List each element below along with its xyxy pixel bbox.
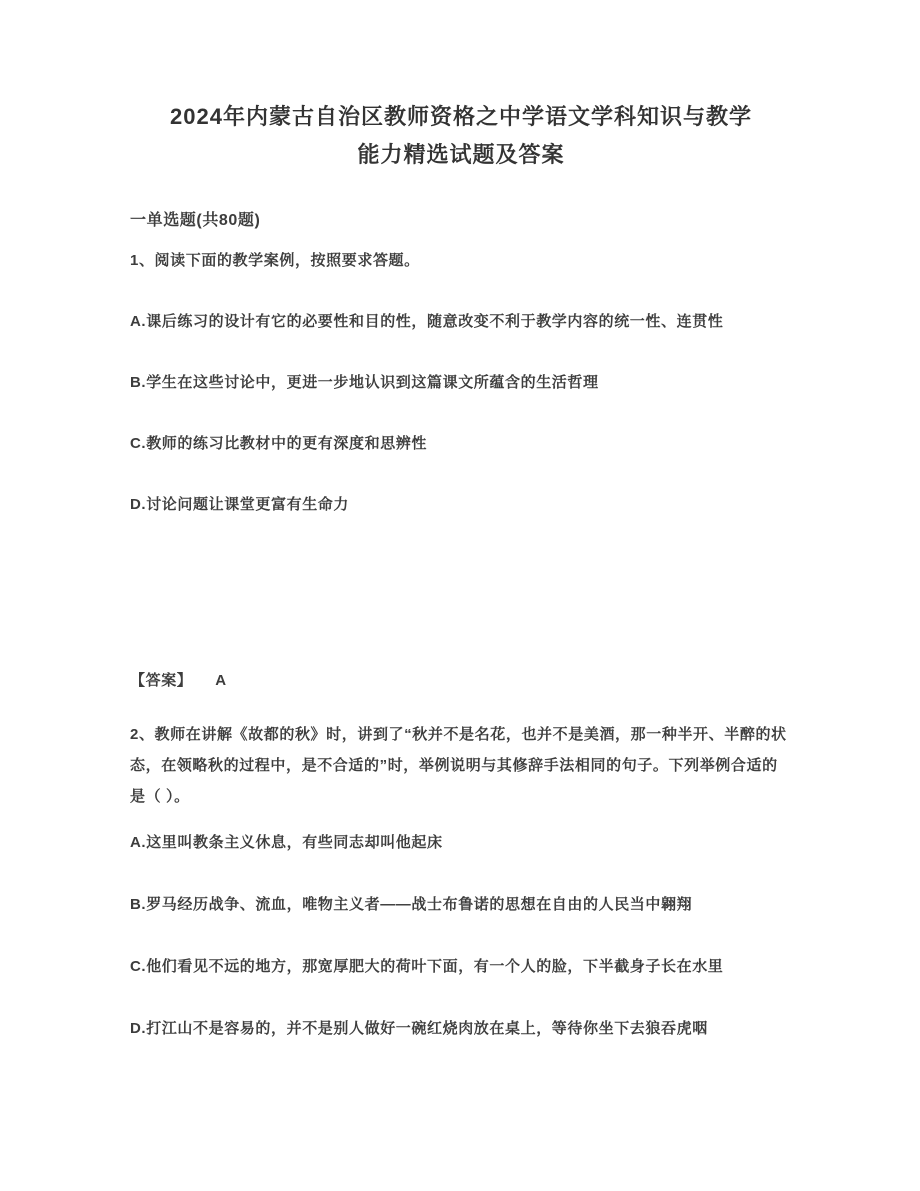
document-title-line-1: 2024年内蒙古自治区教师资格之中学语文学科知识与教学	[170, 104, 752, 129]
document-title-line-2: 能力精选试题及答案	[357, 142, 565, 167]
question-2-option-a: A.这里叫教条主义休息，有些同志却叫他起床	[130, 834, 443, 851]
question-2-option-c: C.他们看见不远的地方，那宽厚肥大的荷叶下面，有一个人的脸，下半截身子长在水里	[130, 958, 724, 975]
question-1-option-a: A.课后练习的设计有它的必要性和目的性，随意改变不利于教学内容的统一性、连贯性	[130, 313, 724, 330]
question-1-option-c: C.教师的练习比教材中的更有深度和思辨性	[130, 435, 428, 452]
question-1-answer-row	[130, 670, 792, 691]
answer-value: A	[215, 672, 227, 689]
question-1-option-d: D.讨论问题让课堂更富有生命力	[130, 496, 350, 513]
question-1-stem: 1、阅读下面的教学案例，按照要求答题。	[130, 252, 420, 269]
question-2-option-b: B.罗马经历战争、流血，唯物主义者——战士布鲁诺的思想在自由的人民当中翱翔	[130, 896, 693, 913]
question-2-option-d: D.打江山不是容易的，并不是别人做好一碗红烧肉放在桌上，等待你坐下去狼吞虎咽	[130, 1020, 708, 1037]
section-header: 一单选题(共80题)	[130, 212, 261, 229]
question-2-stem: 2、教师在讲解《故都的秋》时，讲到了“秋并不是名花，也并不是美酒，那一种半开、半醉的状态，在领略秋的过程中，是不合适的”时，举例说明与其修辞手法相同的句子。下列举例合适的是（ ）。	[130, 726, 787, 805]
answer-label: 【答案】	[130, 672, 193, 689]
document-title	[130, 98, 792, 174]
question-1-option-b: B.学生在这些讨论中，更进一步地认识到这篇课文所蕴含的生活哲理	[130, 374, 599, 391]
